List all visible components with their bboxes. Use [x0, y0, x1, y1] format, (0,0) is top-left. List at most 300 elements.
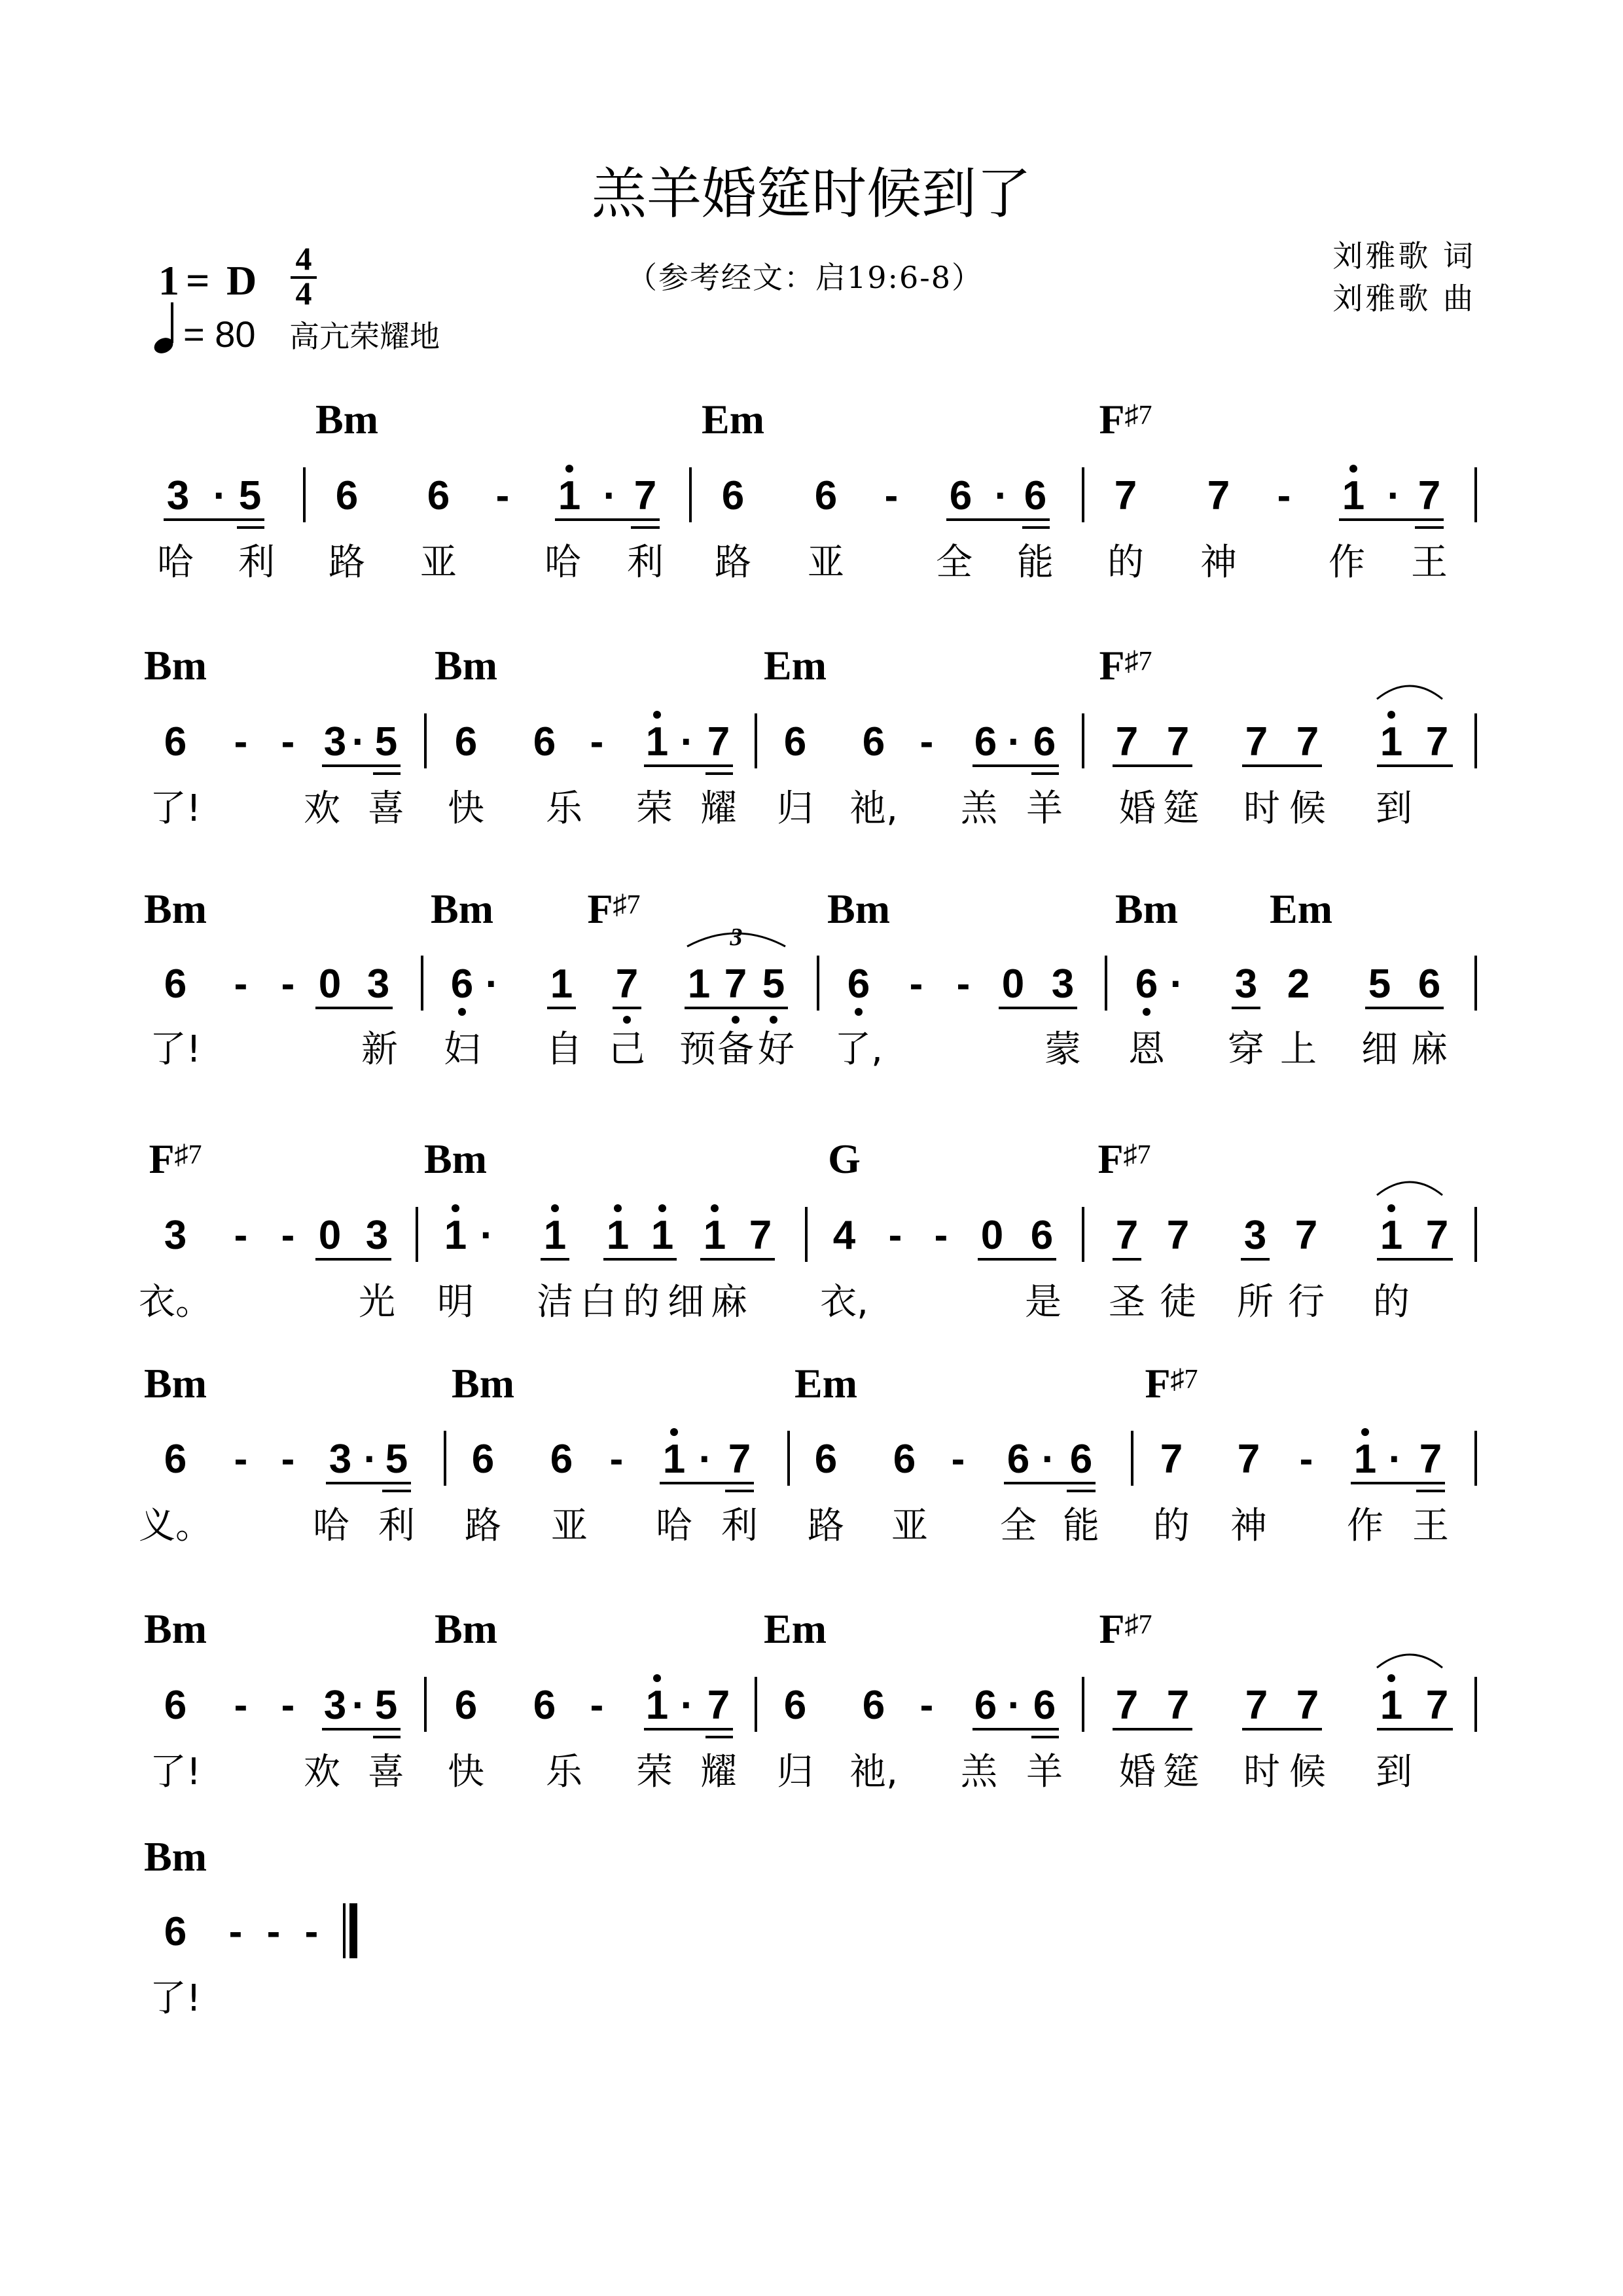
chord-symbol: [144, 1360, 207, 1407]
octave-down-dot: [732, 1016, 740, 1024]
lyric-syllable: 好: [758, 1028, 794, 1071]
lyric-syllable: 麻: [1411, 1028, 1448, 1071]
header: [152, 162, 1476, 356]
chord-symbol: [1099, 1605, 1152, 1652]
dash-extension: -: [495, 473, 510, 518]
note-digit: 7: [1294, 1213, 1318, 1258]
note-digit: 6: [550, 1437, 573, 1482]
chord-root: F: [1099, 1605, 1125, 1652]
lyric-syllable: 乐: [546, 1751, 582, 1793]
lyric-syllable: 穿: [1228, 1028, 1264, 1071]
key-signature: [158, 240, 317, 312]
chord-root: Bm: [144, 886, 207, 932]
system-7: [144, 1833, 353, 2020]
note-digit: 6: [454, 719, 478, 764]
note-digit: 7: [1237, 1437, 1260, 1482]
chord-root: Bm: [424, 1136, 487, 1182]
lyric-syllable: 喜: [368, 787, 404, 830]
lyric-syllable: 路: [808, 1505, 844, 1547]
lyric-syllable: 到: [1376, 787, 1412, 830]
note-digit: 6: [974, 1683, 997, 1728]
chord-quality: ♯7: [613, 890, 641, 920]
system-4: [139, 1136, 1476, 1323]
composer-credit: 刘雅歌 曲: [1332, 281, 1476, 316]
note-digit: 7: [707, 1683, 730, 1728]
augmentation-dot: ·: [480, 1213, 494, 1258]
lyric-syllable: 恩: [1128, 1028, 1165, 1071]
lyric-syllable: 自: [546, 1028, 582, 1071]
octave-up-dot: [711, 1204, 719, 1212]
dash-extension: -: [590, 1683, 604, 1728]
lyric-syllable: 作: [1347, 1505, 1383, 1547]
note-digit: 7: [1166, 1213, 1190, 1258]
lyric-syllable: 新: [361, 1028, 398, 1071]
note-digit: 6: [1033, 719, 1056, 764]
lyric-syllable: 哈: [313, 1505, 349, 1547]
quarter-note-icon: [152, 302, 175, 356]
octave-up-dot: [653, 1674, 661, 1682]
octave-up-dot: [670, 1428, 678, 1436]
chord-quality: ♯7: [1170, 1365, 1198, 1395]
octave-down-dot: [623, 1016, 631, 1024]
lyric-syllable: 了!: [149, 1751, 202, 1793]
note-digit: 1: [1380, 1213, 1403, 1258]
scripture-reference: （参考经文：启19:6-8）: [626, 260, 984, 295]
dash-extension: -: [919, 1683, 934, 1728]
lyric-syllable: 快: [448, 1751, 484, 1793]
lyricist-credit: 刘雅歌 词: [1332, 238, 1476, 274]
dash-extension: -: [234, 1213, 248, 1258]
note-digit: 6: [1033, 1683, 1056, 1728]
note-digit: 5: [374, 719, 398, 764]
octave-up-dot: [1387, 1204, 1395, 1212]
chord-symbol: [1270, 886, 1332, 932]
lyric-syllable: 麻: [711, 1281, 747, 1323]
note-digit: 3: [323, 719, 347, 764]
time-signature-bottom: 4: [295, 275, 312, 312]
dash-extension: -: [888, 1213, 902, 1258]
note-digit: 0: [318, 1213, 342, 1258]
note-digit: 7: [1418, 473, 1441, 518]
lyric-syllable: 细: [1361, 1028, 1398, 1071]
lyric-syllable: 路: [715, 541, 751, 584]
note-digit: 2: [1287, 961, 1310, 1007]
lyric-syllable: 的: [623, 1281, 660, 1323]
lyric-syllable: 利: [238, 541, 275, 584]
note-digit: 6: [335, 473, 359, 518]
time-signature-top: 4: [295, 240, 312, 277]
note-digit: 6: [1007, 1437, 1030, 1482]
lyric-syllable: 亚: [551, 1505, 588, 1547]
slur-arc: [1377, 1182, 1442, 1195]
lyric-syllable: 了,: [834, 1028, 883, 1071]
dash-extension: -: [281, 1437, 295, 1482]
note-digit: 7: [1207, 473, 1230, 518]
note-digit: 6: [949, 473, 972, 518]
lyric-syllable: 候: [1289, 787, 1326, 830]
chord-root: Bm: [435, 642, 497, 689]
tempo-expression: 高亢荣耀地: [289, 319, 440, 354]
chord-root: Bm: [144, 1605, 207, 1652]
chord-root: F: [1099, 396, 1125, 442]
note-digit: 7: [724, 961, 747, 1007]
note-digit: 7: [1115, 719, 1139, 764]
note-digit: 6: [862, 719, 885, 764]
song-title: 羔羊婚筵时候到了: [591, 162, 1032, 226]
note-digit: 6: [450, 961, 474, 1007]
octave-up-dot: [1387, 1674, 1395, 1682]
chord-symbol: [1115, 886, 1178, 932]
augmentation-dot: ·: [363, 1437, 378, 1482]
note-digit: 6: [847, 961, 870, 1007]
dash-extension: -: [234, 719, 248, 764]
chord-symbol: [435, 642, 497, 689]
chord-symbol: [435, 1605, 497, 1652]
chord-quality: ♯7: [1124, 401, 1152, 431]
note-digit: 6: [814, 1437, 838, 1482]
note-digit: 6: [533, 1683, 556, 1728]
note-digit: 6: [1024, 473, 1047, 518]
chord-root: F: [587, 886, 613, 932]
note-digit: 3: [1234, 961, 1258, 1007]
chord-symbol: [144, 1833, 207, 1880]
chord-symbol: [144, 886, 207, 932]
system-1: [157, 396, 1476, 584]
chord-quality: ♯7: [1124, 647, 1152, 677]
chord-symbol: [828, 1136, 861, 1182]
augmentation-dot: ·: [1387, 473, 1401, 518]
chord-root: Em: [794, 1360, 857, 1407]
lyric-syllable: 衣,: [820, 1281, 868, 1323]
lyric-syllable: 神: [1200, 541, 1237, 584]
lyric-syllable: 哈: [544, 541, 581, 584]
note-digit: 1: [645, 719, 669, 764]
lyric-syllable: 路: [465, 1505, 501, 1547]
lyric-syllable: 蒙: [1044, 1028, 1081, 1071]
note-digit: 1: [1342, 473, 1365, 518]
lyric-syllable: 义。: [139, 1505, 212, 1547]
note-digit: 7: [1166, 719, 1190, 764]
lyric-syllable: 快: [448, 787, 484, 830]
octave-up-dot: [658, 1204, 666, 1212]
note-digit: 7: [1115, 1683, 1139, 1728]
note-digit: 6: [1030, 1213, 1054, 1258]
lyric-syllable: 白: [580, 1281, 616, 1323]
system-6: [144, 1605, 1476, 1793]
lyric-syllable: 妇: [444, 1028, 480, 1071]
chord-root: Bm: [1115, 886, 1178, 932]
augmentation-dot: ·: [603, 473, 617, 518]
augmentation-dot: ·: [213, 473, 227, 518]
lyric-syllable: 欢: [304, 787, 340, 830]
chord-root: Bm: [435, 1605, 497, 1652]
key-equals: =: [186, 257, 210, 304]
octave-up-dot: [1387, 711, 1395, 719]
chord-root: Bm: [827, 886, 890, 932]
lyric-syllable: 婚: [1119, 787, 1156, 830]
lyric-syllable: 荣: [636, 787, 673, 830]
lyric-syllable: 筵: [1163, 787, 1200, 830]
system-2: [144, 642, 1476, 830]
chord-root: Bm: [431, 886, 493, 932]
note-digit: 7: [1425, 719, 1449, 764]
dash-extension: -: [281, 961, 295, 1007]
lyric-syllable: 王: [1412, 1505, 1449, 1547]
note-digit: 1: [651, 1213, 674, 1258]
note-digit: 6: [471, 1437, 495, 1482]
chord-symbol: [144, 642, 207, 689]
lyric-syllable: 利: [721, 1505, 758, 1547]
lyric-syllable: 明: [437, 1281, 474, 1323]
chord-root: Bm: [144, 1360, 207, 1407]
augmentation-dot: ·: [680, 1683, 694, 1728]
dash-extension: -: [919, 719, 934, 764]
octave-up-dot: [653, 711, 661, 719]
note-digit: 7: [1166, 1683, 1190, 1728]
lyric-syllable: 亚: [891, 1505, 928, 1547]
note-digit: 1: [1353, 1437, 1377, 1482]
note-digit: 7: [1296, 1683, 1319, 1728]
lyric-syllable: 亚: [420, 541, 457, 584]
octave-up-dot: [551, 1204, 559, 1212]
lyric-syllable: 洁: [537, 1281, 573, 1323]
note-digit: 5: [238, 473, 262, 518]
dash-extension: -: [281, 1683, 295, 1728]
note-digit: 0: [318, 961, 342, 1007]
augmentation-dot: ·: [351, 719, 366, 764]
note-digit: 6: [783, 719, 807, 764]
lyric-syllable: 筵: [1163, 1751, 1200, 1793]
note-digit: 6: [1418, 961, 1441, 1007]
lyric-syllable: 乐: [546, 787, 582, 830]
dash-extension: -: [234, 961, 248, 1007]
note-digit: 3: [365, 1213, 389, 1258]
chord-root: Bm: [144, 642, 207, 689]
tempo-value: = 80: [183, 314, 256, 355]
triplet-number: 3: [730, 924, 743, 951]
augmentation-dot: ·: [994, 473, 1008, 518]
augmentation-dot: ·: [1007, 1683, 1022, 1728]
dash-extension: -: [1277, 473, 1291, 518]
lyric-syllable: 羊: [1026, 1751, 1063, 1793]
dash-extension: -: [304, 1909, 319, 1954]
lyric-syllable: 王: [1411, 541, 1448, 584]
lyric-syllable: 所: [1237, 1281, 1274, 1323]
chord-symbol: [794, 1360, 857, 1407]
dash-extension: -: [609, 1437, 624, 1482]
note-digit: 6: [164, 1909, 187, 1954]
note-digit: 1: [444, 1213, 467, 1258]
dash-extension: -: [281, 719, 295, 764]
note-digit: 1: [687, 961, 711, 1007]
note-digit: 7: [1245, 719, 1268, 764]
note-digit: 0: [1001, 961, 1025, 1007]
lyric-syllable: 归: [777, 1751, 813, 1793]
note-digit: 7: [615, 961, 639, 1007]
note-digit: 3: [329, 1437, 352, 1482]
lyric-syllable: 羊: [1026, 787, 1063, 830]
note-digit: 7: [1296, 719, 1319, 764]
chord-symbol: [452, 1360, 514, 1407]
chord-symbol: [1145, 1360, 1198, 1407]
chord-root: Bm: [144, 1833, 207, 1880]
lyric-syllable: 作: [1329, 541, 1365, 584]
augmentation-dot: ·: [351, 1683, 366, 1728]
lyric-syllable: 喜: [368, 1751, 404, 1793]
dash-extension: -: [590, 719, 604, 764]
note-digit: 3: [164, 1213, 187, 1258]
lyric-syllable: 的: [1373, 1281, 1410, 1323]
augmentation-dot: ·: [1388, 1437, 1402, 1482]
dash-extension: -: [934, 1213, 948, 1258]
note-digit: 5: [762, 961, 785, 1007]
note-digit: 6: [783, 1683, 807, 1728]
lyric-syllable: 羔: [961, 787, 997, 830]
chord-root: Bm: [452, 1360, 514, 1407]
note-digit: 6: [164, 1437, 187, 1482]
note-digit: 6: [1069, 1437, 1093, 1482]
note-digit: 7: [707, 719, 730, 764]
augmentation-dot: ·: [1041, 1437, 1056, 1482]
note-digit: 6: [533, 719, 556, 764]
chord-root: Em: [1270, 886, 1332, 932]
note-digit: 1: [550, 961, 573, 1007]
lyric-syllable: 耀: [700, 787, 737, 830]
dash-extension: -: [884, 473, 899, 518]
chord-symbol: [424, 1136, 487, 1182]
chord-symbol: [764, 642, 827, 689]
note-digit: 7: [1160, 1437, 1183, 1482]
system-5: [139, 1360, 1476, 1547]
octave-down-dot: [458, 1008, 466, 1016]
lyric-syllable: 荣: [636, 1751, 673, 1793]
lyric-syllable: 细: [668, 1281, 704, 1323]
augmentation-dot: ·: [1007, 719, 1022, 764]
note-digit: 1: [558, 473, 581, 518]
note-digit: 1: [703, 1213, 726, 1258]
lyric-syllable: 了!: [149, 1977, 202, 2020]
augmentation-dot: ·: [680, 719, 694, 764]
chord-root: Bm: [315, 396, 378, 442]
chord-symbol: [1099, 642, 1152, 689]
dash-extension: -: [228, 1909, 243, 1954]
note-digit: 6: [1135, 961, 1158, 1007]
note-digit: 3: [366, 961, 390, 1007]
key-tonic-number: 1: [158, 257, 179, 304]
lyric-syllable: 衣。: [139, 1281, 212, 1323]
octave-up-dot: [452, 1204, 459, 1212]
octave-up-dot: [1361, 1428, 1369, 1436]
chord-quality: ♯7: [174, 1140, 202, 1170]
chord-root: G: [828, 1136, 861, 1182]
chord-symbol: [1099, 396, 1152, 442]
lyric-syllable: 能: [1017, 541, 1054, 584]
augmentation-dot: ·: [698, 1437, 713, 1482]
lyric-syllable: 时: [1243, 1751, 1280, 1793]
slur-arc: [1377, 1655, 1442, 1668]
chord-symbol: [431, 886, 493, 932]
chord-root: F: [1145, 1360, 1171, 1407]
lyric-syllable: 光: [359, 1281, 395, 1323]
dash-extension: -: [956, 961, 971, 1007]
chord-symbol: [315, 396, 378, 442]
note-digit: 4: [832, 1213, 856, 1258]
lyric-syllable: 是: [1025, 1281, 1061, 1323]
note-digit: 1: [606, 1213, 630, 1258]
lyric-syllable: 耀: [700, 1751, 737, 1793]
note-digit: 6: [862, 1683, 885, 1728]
chord-root: F: [1099, 642, 1125, 689]
octave-down-dot: [855, 1008, 863, 1016]
lyric-syllable: 己: [609, 1028, 645, 1071]
note-digit: 6: [814, 473, 838, 518]
note-digit: 6: [164, 1683, 187, 1728]
note-digit: 6: [974, 719, 997, 764]
lyric-syllable: 全: [936, 541, 972, 584]
chord-symbol: [764, 1605, 827, 1652]
note-digit: 1: [1380, 1683, 1403, 1728]
note-digit: 0: [980, 1213, 1004, 1258]
dash-extension: -: [951, 1437, 965, 1482]
note-digit: 6: [427, 473, 450, 518]
lyric-syllable: 的: [1107, 541, 1144, 584]
octave-up-dot: [565, 465, 573, 473]
lyric-syllable: 祂,: [849, 787, 898, 830]
note-digit: 6: [893, 1437, 916, 1482]
note-digit: 6: [164, 961, 187, 1007]
lyric-syllable: 能: [1063, 1505, 1099, 1547]
chord-symbol: [149, 1136, 202, 1182]
chord-root: Em: [764, 1605, 827, 1652]
note-digit: 7: [749, 1213, 772, 1258]
chord-root: F: [149, 1136, 175, 1182]
note-digit: 6: [164, 719, 187, 764]
lyric-syllable: 了!: [149, 787, 202, 830]
octave-down-dot: [770, 1016, 777, 1024]
lyric-syllable: 圣: [1109, 1281, 1145, 1323]
note-digit: 7: [1114, 473, 1137, 518]
note-digit: 3: [1243, 1213, 1267, 1258]
music-systems: [139, 396, 1476, 2020]
note-digit: 6: [454, 1683, 478, 1728]
note-digit: 7: [1245, 1683, 1268, 1728]
lyric-syllable: 羔: [961, 1751, 997, 1793]
chord-symbol: [1097, 1136, 1150, 1182]
lyric-syllable: 欢: [304, 1751, 340, 1793]
note-digit: 7: [1115, 1213, 1139, 1258]
augmentation-dot: ·: [485, 961, 499, 1007]
dash-extension: -: [234, 1683, 248, 1728]
lyric-syllable: 候: [1289, 1751, 1326, 1793]
lyric-syllable: 祂,: [849, 1751, 898, 1793]
lyric-syllable: 婚: [1119, 1751, 1156, 1793]
slur-arc: [1377, 686, 1442, 699]
lyric-syllable: 哈: [157, 541, 194, 584]
chord-root: F: [1097, 1136, 1124, 1182]
note-digit: 3: [1051, 961, 1075, 1007]
dash-extension: -: [909, 961, 923, 1007]
lyric-syllable: 到: [1376, 1751, 1412, 1793]
chord-quality: ♯7: [1124, 1610, 1152, 1640]
lyric-syllable: 了!: [149, 1028, 202, 1071]
note-digit: 1: [1380, 719, 1403, 764]
augmentation-dot: ·: [1169, 961, 1184, 1007]
dash-extension: -: [1299, 1437, 1313, 1482]
note-digit: 3: [166, 473, 190, 518]
octave-up-dot: [1349, 465, 1357, 473]
key-letter: D: [226, 257, 257, 304]
lyric-syllable: 时: [1243, 787, 1280, 830]
